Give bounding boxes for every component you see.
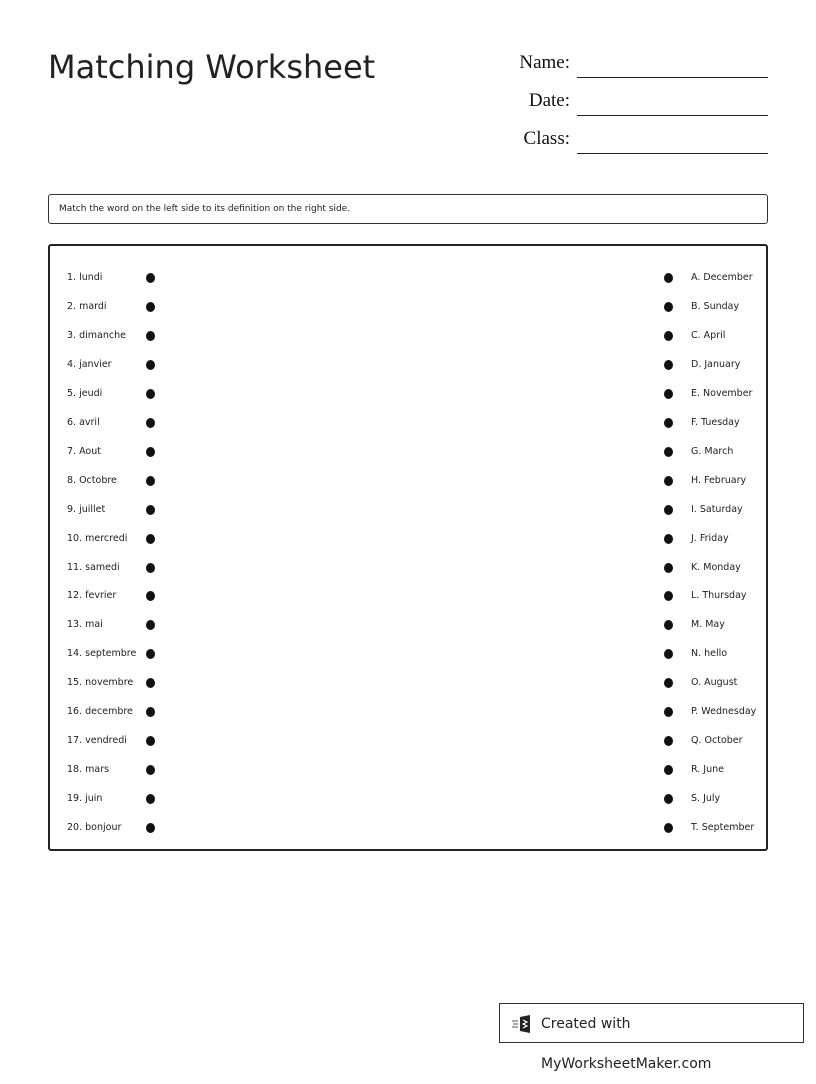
right-item: P. Wednesday (691, 706, 757, 718)
left-item: 14. septembre (67, 648, 137, 660)
left-connector-dot[interactable] (146, 418, 155, 428)
right-connector-dot[interactable] (664, 476, 673, 486)
match-row (50, 675, 766, 691)
left-item: 2. mardi (67, 300, 107, 312)
right-item: N. hello (691, 648, 728, 660)
match-row (50, 646, 766, 662)
right-connector-dot[interactable] (664, 331, 673, 341)
class-label: Class: (523, 128, 570, 149)
right-item: I. Saturday (691, 503, 743, 515)
name-field[interactable] (480, 48, 768, 78)
date-label: Date: (528, 90, 570, 111)
right-connector-dot[interactable] (664, 794, 673, 804)
right-connector-dot[interactable] (664, 736, 673, 746)
left-connector-dot[interactable] (146, 563, 155, 573)
match-row (50, 328, 766, 344)
left-item: 9. juillet (67, 503, 106, 515)
name-line[interactable] (577, 77, 768, 78)
left-item: 12. fevrier (67, 590, 117, 602)
right-item: H. February (691, 474, 747, 486)
left-item: 20. bonjour (67, 822, 122, 834)
left-item: 5. jeudi (67, 387, 103, 399)
left-connector-dot[interactable] (146, 331, 155, 341)
right-connector-dot[interactable] (664, 389, 673, 399)
left-connector-dot[interactable] (146, 447, 155, 457)
right-item: R. June (691, 764, 724, 776)
left-connector-dot[interactable] (146, 794, 155, 804)
right-item: M. May (691, 619, 725, 631)
left-item: 4. janvier (67, 358, 112, 370)
left-connector-dot[interactable] (146, 678, 155, 688)
match-row (50, 386, 766, 402)
left-connector-dot[interactable] (146, 649, 155, 659)
left-item: 8. Octobre (67, 474, 117, 486)
left-item: 17. vendredi (67, 735, 127, 747)
left-connector-dot[interactable] (146, 736, 155, 746)
right-item: B. Sunday (691, 300, 740, 312)
right-item: Q. October (691, 735, 743, 747)
right-item: F. Tuesday (691, 416, 740, 428)
right-item: L. Thursday (691, 590, 747, 602)
match-row (50, 820, 766, 836)
left-item: 19. juin (67, 793, 103, 805)
match-row (50, 502, 766, 518)
left-connector-dot[interactable] (146, 302, 155, 312)
page-title: Matching Worksheet (48, 48, 376, 86)
right-item: C. April (691, 329, 726, 341)
right-connector-dot[interactable] (664, 534, 673, 544)
worksheet-maker-logo-icon (512, 1014, 534, 1034)
match-row (50, 531, 766, 547)
match-row (50, 617, 766, 633)
left-item: 15. novembre (67, 677, 134, 689)
right-connector-dot[interactable] (664, 418, 673, 428)
left-item: 3. dimanche (67, 329, 126, 341)
right-item: O. August (691, 677, 738, 689)
date-field[interactable] (480, 86, 768, 116)
match-row (50, 270, 766, 286)
match-row (50, 299, 766, 315)
match-row (50, 415, 766, 431)
right-item: A. December (691, 272, 753, 283)
footer-text: Created with MyWorksheetMaker.com (541, 1016, 712, 1072)
match-row (50, 791, 766, 807)
left-connector-dot[interactable] (146, 476, 155, 486)
right-item: T. September (691, 822, 755, 834)
left-connector-dot[interactable] (146, 360, 155, 370)
match-row (50, 560, 766, 576)
match-row (50, 704, 766, 720)
right-connector-dot[interactable] (664, 678, 673, 688)
right-connector-dot[interactable] (664, 273, 673, 283)
footer-credit (499, 1003, 804, 1072)
match-row (50, 733, 766, 749)
right-item: D. January (691, 358, 741, 370)
right-connector-dot[interactable] (664, 649, 673, 659)
left-connector-dot[interactable] (146, 707, 155, 717)
right-item: S. July (691, 793, 721, 805)
left-item: 11. samedi (67, 561, 120, 573)
match-row (50, 588, 766, 604)
right-item: G. March (691, 445, 734, 457)
left-item: 7. Aout (67, 445, 101, 457)
right-connector-dot[interactable] (664, 505, 673, 515)
left-item: 18. mars (67, 764, 110, 776)
right-item: E. November (691, 387, 753, 399)
left-item: 16. decembre (67, 706, 133, 718)
left-connector-dot[interactable] (146, 765, 155, 775)
right-connector-dot[interactable] (664, 591, 673, 601)
right-connector-dot[interactable] (664, 360, 673, 370)
left-connector-dot[interactable] (146, 620, 155, 630)
left-connector-dot[interactable] (146, 591, 155, 601)
match-row (50, 473, 766, 489)
match-row (50, 762, 766, 778)
right-connector-dot[interactable] (664, 765, 673, 775)
right-connector-dot[interactable] (664, 563, 673, 573)
right-connector-dot[interactable] (664, 620, 673, 630)
class-field[interactable] (480, 124, 768, 154)
left-item: 1. lundi (67, 272, 103, 283)
class-line[interactable] (577, 153, 768, 154)
right-connector-dot[interactable] (664, 447, 673, 457)
name-label: Name: (519, 52, 570, 73)
right-item: J. Friday (691, 532, 729, 544)
right-connector-dot[interactable] (664, 823, 673, 833)
date-line[interactable] (577, 115, 768, 116)
left-connector-dot[interactable] (146, 823, 155, 833)
left-item: 6. avril (67, 416, 100, 428)
left-item: 13. mai (67, 619, 103, 631)
left-connector-dot[interactable] (146, 534, 155, 544)
right-connector-dot[interactable] (664, 707, 673, 717)
instructions-box: Match the word on the left side to its definition on the right side. (48, 194, 768, 224)
match-row (50, 444, 766, 460)
matching-box (48, 244, 768, 851)
match-row (50, 357, 766, 373)
left-item: 10. mercredi (67, 532, 128, 544)
left-connector-dot[interactable] (146, 273, 155, 283)
left-connector-dot[interactable] (146, 389, 155, 399)
right-connector-dot[interactable] (664, 302, 673, 312)
left-connector-dot[interactable] (146, 505, 155, 515)
right-item: K. Monday (691, 561, 741, 573)
